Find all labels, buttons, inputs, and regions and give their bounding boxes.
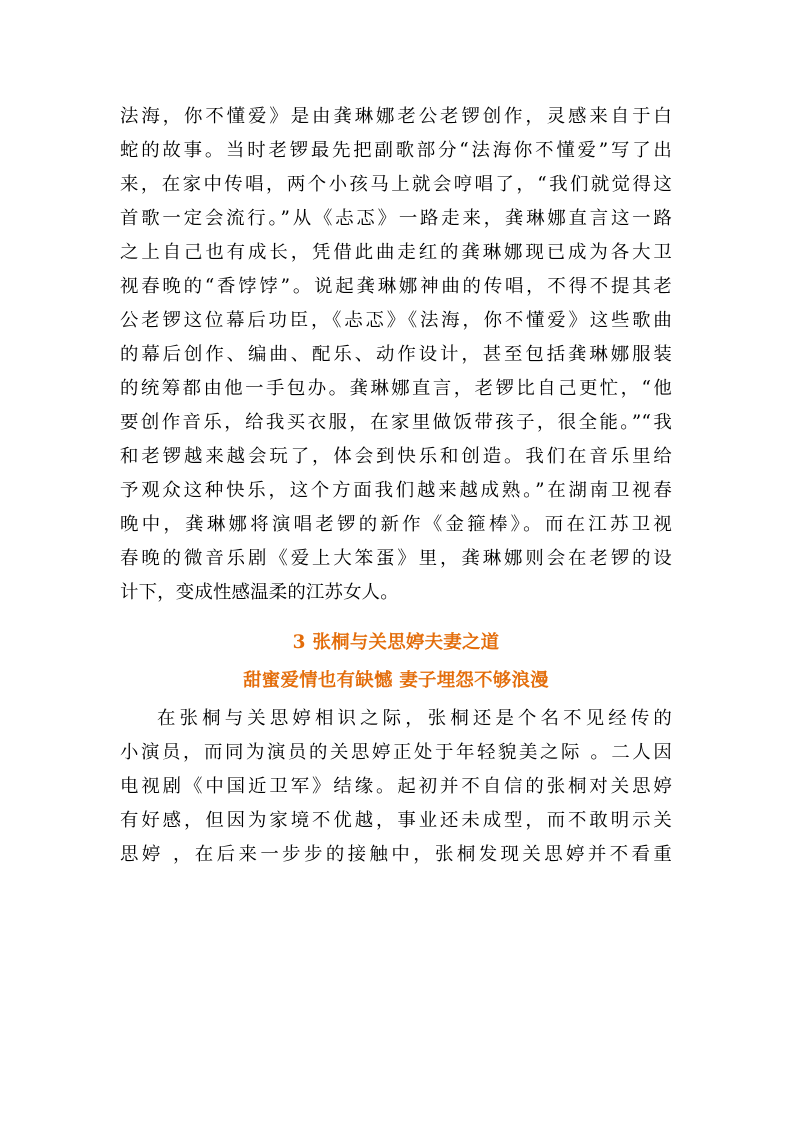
- paragraph-line: 首歌一定会流行。”从《忐忑》一路走来，龚琳娜直言这一路: [120, 208, 672, 229]
- paragraph-line: 之上自己也有成长，凭借此曲走红的龚琳娜现已成为各大卫: [120, 242, 672, 263]
- paragraph-line: 要创作音乐，给我买衣服，在家里做饭带孩子，很全能。”“我: [120, 412, 672, 433]
- paragraph-line: 法海，你不懂爱》是由龚琳娜老公老锣创作，灵感来自于白: [120, 106, 672, 127]
- paragraph-line: 的统筹都由他一手包办。龚琳娜直言，老锣比自己更忙，“他: [120, 378, 672, 399]
- paragraph-line: 视春晚的“香饽饽”。说起龚琳娜神曲的传唱，不得不提其老: [120, 276, 672, 297]
- paragraph-line: 有好感，但因为家境不优越，事业还未成型，而不敢明示关: [120, 810, 672, 831]
- paragraph-line: 电视剧《中国近卫军》结缘。起初并不自信的张桐对关思婷: [120, 776, 672, 797]
- paragraph-line: 晚中，龚琳娜将演唱老锣的新作《金箍棒》。而在江苏卫视: [120, 514, 672, 535]
- paragraph-line: 思婷 ，在后来一步步的接触中，张桐发现关思婷并不看重: [120, 844, 672, 865]
- paragraph-line: 的幕后创作、编曲、配乐、动作设计，甚至包括龚琳娜服装: [120, 344, 672, 365]
- paragraph-line: 来，在家中传唱，两个小孩马上就会哼唱了，“我们就觉得这: [120, 174, 672, 195]
- paragraph-zhang-tong: [120, 702, 672, 872]
- paragraph-line: 蛇的故事。当时老锣最先把副歌部分“法海你不懂爱”写了出: [120, 140, 672, 161]
- paragraph-line: 小演员，而同为演员的关思婷正处于年轻貌美之际 。二人因: [120, 742, 672, 763]
- paragraph-line: 在张桐与关思婷相识之际，张桐还是个名不见经传的: [157, 708, 672, 729]
- paragraph-gong-linna: [120, 100, 672, 610]
- paragraph-line: 和老锣越来越会玩了，体会到快乐和创造。我们在音乐里给: [120, 446, 672, 467]
- section-heading: 3 张桐与关思婷夫妻之道: [292, 632, 500, 653]
- section-subheading: 甜蜜爱情也有缺憾 妻子埋怨不够浪漫: [243, 670, 549, 691]
- paragraph-line: 计下，变成性感温柔的江苏女人。: [120, 582, 399, 603]
- paragraph-line: 公老锣这位幕后功臣，《忐忑》《法海，你不懂爱》这些歌曲: [120, 310, 672, 331]
- paragraph-line: 春晚的微音乐剧《爱上大笨蛋》里，龚琳娜则会在老锣的设: [120, 548, 672, 569]
- paragraph-line: 予观众这种快乐，这个方面我们越来越成熟。”在湖南卫视春: [120, 480, 672, 501]
- page-content: [120, 100, 672, 872]
